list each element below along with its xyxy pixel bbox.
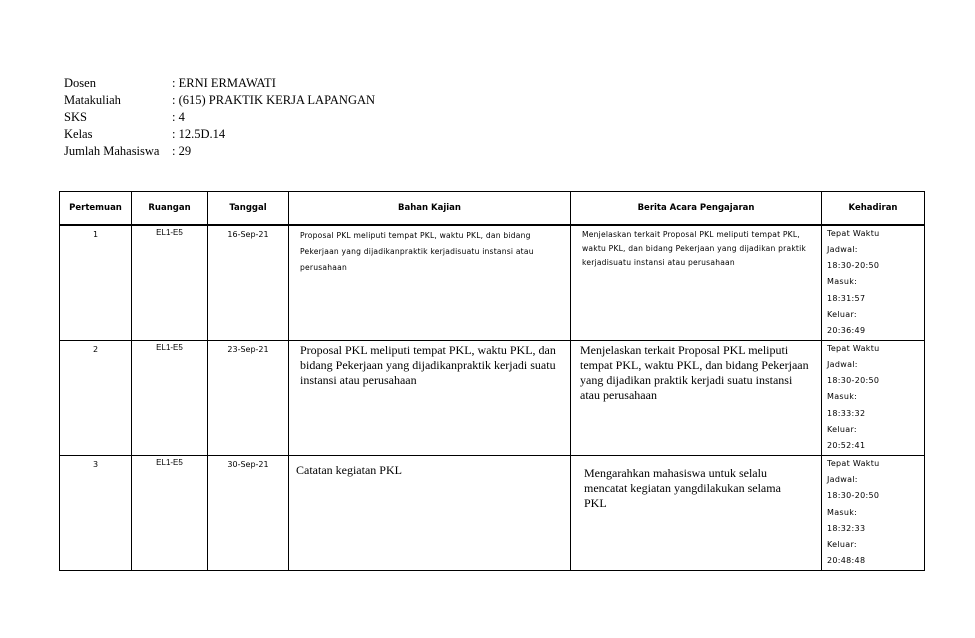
ruangan-cell: EL1-E5 <box>132 455 208 570</box>
keluar-label: Keluar: <box>827 309 857 319</box>
keluar-label: Keluar: <box>827 425 857 435</box>
kehadiran-status: Tepat Waktu <box>827 228 880 238</box>
kelas-value: : 12.5D.14 <box>172 127 226 141</box>
bahan-kajian-cell <box>289 225 571 341</box>
table-row <box>60 455 925 570</box>
matakuliah-row <box>64 92 375 109</box>
masuk-label: Masuk: <box>827 507 858 517</box>
jadwal-label: Jadwal: <box>827 244 858 254</box>
keluar-value: 20:36:49 <box>827 326 866 336</box>
kehadiran-status: Tepat Waktu <box>827 343 880 353</box>
kelas-row <box>64 126 375 143</box>
jadwal-value: 18:30-20:50 <box>827 261 880 271</box>
tanggal-cell: 23-Sep-21 <box>208 340 289 455</box>
ruangan-cell: EL1-E5 <box>132 225 208 341</box>
sks-row <box>64 109 375 126</box>
tanggal-cell: 30-Sep-21 <box>208 455 289 570</box>
col-header-tanggal: Tanggal <box>208 192 289 225</box>
col-header-ruangan: Ruangan <box>132 192 208 225</box>
jumlah-label: Jumlah Mahasiswa <box>64 144 160 158</box>
bahan-kajian-cell <box>289 340 571 455</box>
pertemuan-cell: 1 <box>60 225 132 341</box>
masuk-value: 18:32:33 <box>827 523 866 533</box>
kehadiran-cell <box>822 455 925 570</box>
table-row <box>60 340 925 455</box>
col-header-berita-acara: Berita Acara Pengajaran <box>571 192 822 225</box>
berita-acara-text: Mengarahkan mahasiswa untuk selalu mencatat kegiatan yangdilakukan selama PKL <box>584 465 781 510</box>
dosen-label: Dosen <box>64 76 96 90</box>
bahan-kajian-text: Proposal PKL meliputi tempat PKL, waktu PKL, dan bidang Pekerjaan yang dijadikanpraktik kerjadi suatu instansi atau perusahaan <box>300 342 556 387</box>
table-row <box>60 225 925 341</box>
berita-acara-text: Menjelaskan terkait Proposal PKL meliputi tempat PKL, waktu PKL, dan bidang Pekerjaan yang dijadikan praktik kerjadi suatu instansi atau perusahaan <box>580 342 809 402</box>
col-header-bahan-kajian: Bahan Kajian <box>289 192 571 225</box>
matakuliah-value: : (615) PRAKTIK KERJA LAPANGAN <box>172 93 376 107</box>
dosen-row <box>64 75 375 92</box>
jadwal-value: 18:30-20:50 <box>827 491 880 501</box>
berita-acara-cell <box>571 340 822 455</box>
masuk-label: Masuk: <box>827 277 858 287</box>
berita-acara-text: Menjelaskan terkait Proposal PKL meliputi tempat PKL, waktu PKL, dan bidang Pekerjaan yang dijadikan praktik kerjadisuatu instansi atau perusahaan <box>582 229 807 267</box>
jumlah-row <box>64 143 375 160</box>
jadwal-label: Jadwal: <box>827 359 858 369</box>
kehadiran-cell <box>822 225 925 341</box>
matakuliah-label: Matakuliah <box>64 93 121 107</box>
bahan-kajian-cell <box>289 455 571 570</box>
masuk-value: 18:31:57 <box>827 293 866 303</box>
sks-value: : 4 <box>172 110 185 124</box>
table-header-row <box>60 192 925 225</box>
kehadiran-cell <box>822 340 925 455</box>
jadwal-label: Jadwal: <box>827 474 858 484</box>
keluar-value: 20:48:48 <box>827 556 866 566</box>
ruangan-cell: EL1-E5 <box>132 340 208 455</box>
berita-acara-cell <box>571 455 822 570</box>
sks-label: SKS <box>64 110 87 124</box>
keluar-value: 20:52:41 <box>827 441 866 451</box>
course-info <box>64 75 375 160</box>
dosen-value: : ERNI ERMAWATI <box>172 76 276 90</box>
pertemuan-cell: 2 <box>60 340 132 455</box>
jumlah-value: : 29 <box>172 144 192 158</box>
jadwal-value: 18:30-20:50 <box>827 376 880 386</box>
masuk-value: 18:33:32 <box>827 408 866 418</box>
bahan-kajian-text: Proposal PKL meliputi tempat PKL, waktu PKL, dan bidang Pekerjaan yang dijadikanpraktik kerjadisuatu instansi atau perusahaan <box>300 230 534 272</box>
berita-acara-cell <box>571 225 822 341</box>
col-header-pertemuan: Pertemuan <box>60 192 132 225</box>
col-header-kehadiran: Kehadiran <box>822 192 925 225</box>
attendance-table <box>59 191 925 571</box>
tanggal-cell: 16-Sep-21 <box>208 225 289 341</box>
keluar-label: Keluar: <box>827 540 857 550</box>
masuk-label: Masuk: <box>827 392 858 402</box>
kelas-label: Kelas <box>64 127 93 141</box>
kehadiran-status: Tepat Waktu <box>827 458 880 468</box>
bahan-kajian-text: Catatan kegiatan PKL <box>296 462 402 477</box>
pertemuan-cell: 3 <box>60 455 132 570</box>
